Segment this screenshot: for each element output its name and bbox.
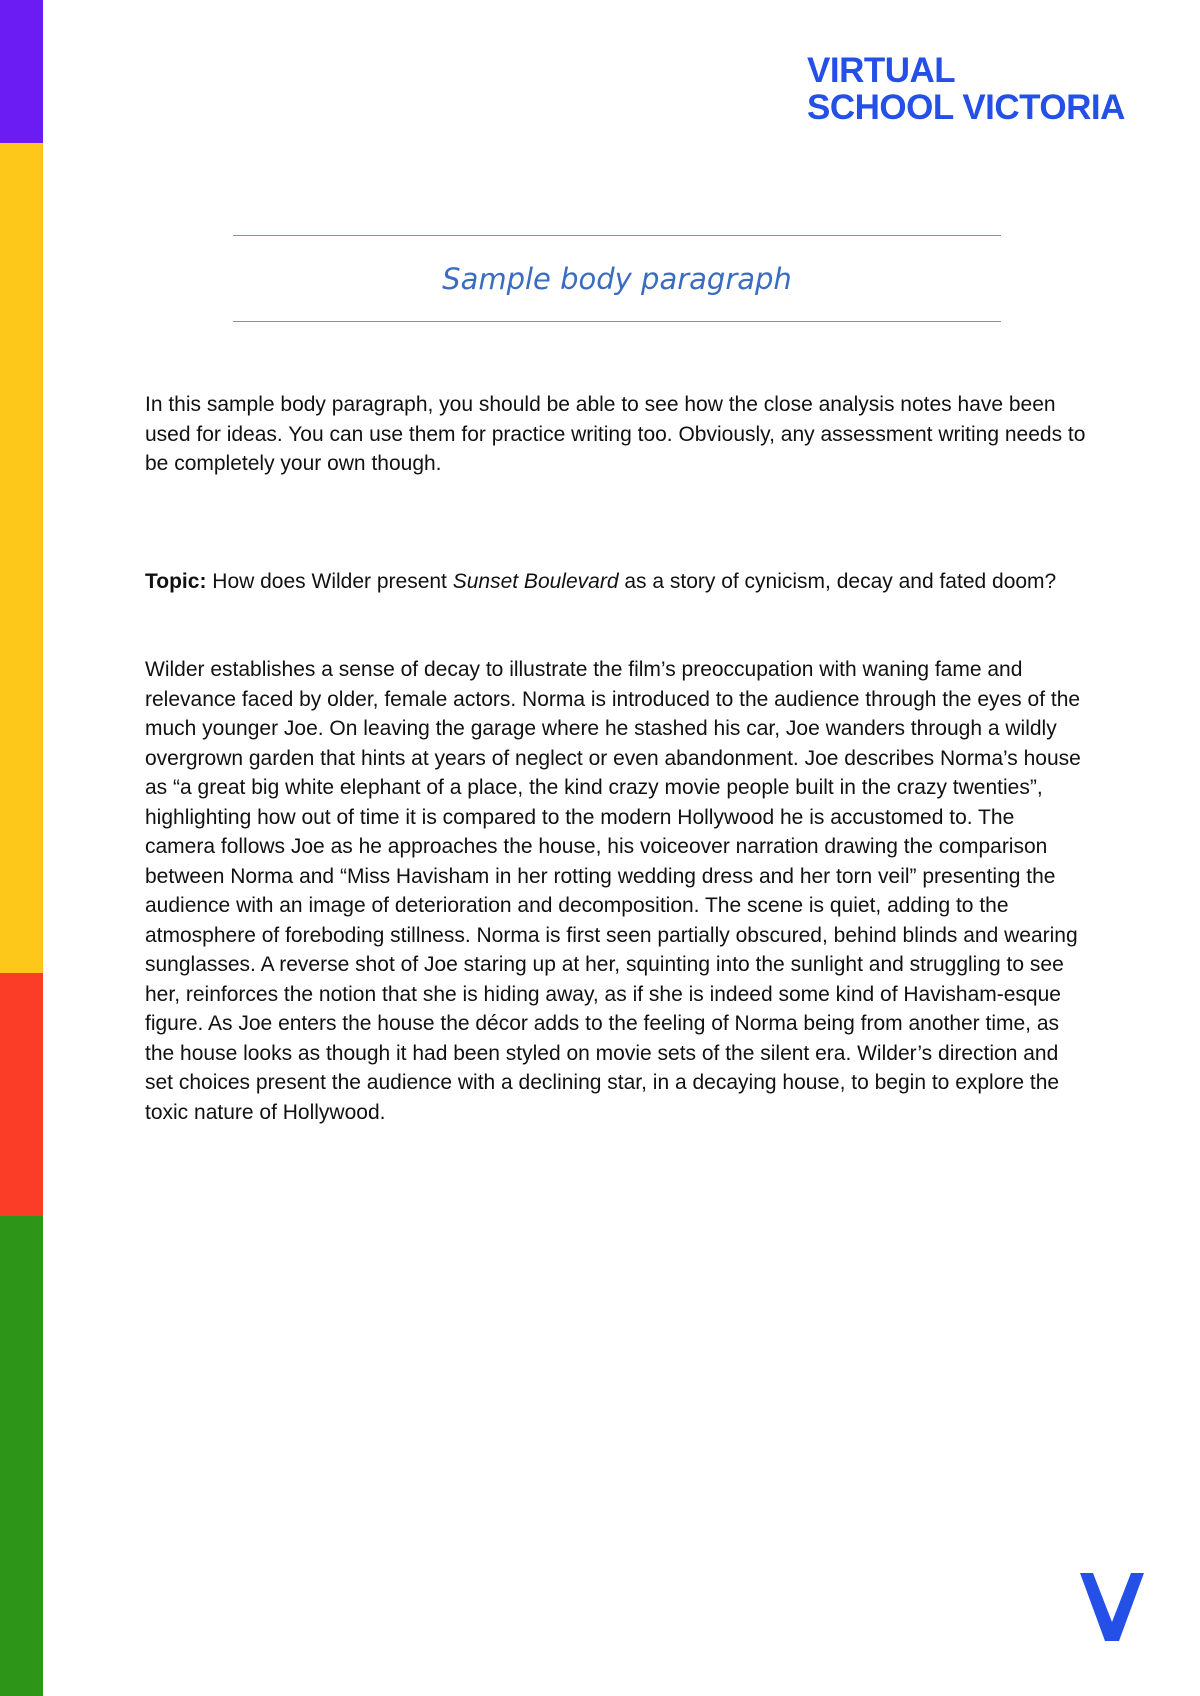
topic-text-before: How does Wilder present — [212, 570, 453, 593]
v-logo-icon — [1080, 1573, 1144, 1641]
body-paragraph: Wilder establishes a sense of decay to illustrate the film’s preoccupation with waning fame and relevance faced by older, female actors. Norma is introduced to the audience through the eyes of the much younger Joe. On leaving the garage where he stashed his car, Joe wanders through a wildly overgrown garden that hints at years of neglect or even abandonment. Joe describes Norma’s house as “a great big white elephant of a place, the kind crazy movie people built in the crazy twenties”, highlighting how out of time it is compared to the modern Hollywood he is accustomed to. The camera follows Joe as he approaches the house, his voiceover narration drawing the comparison between Norma and “Miss Havisham in her rotting wedding dress and her torn veil” presenting the audience with an image of deterioration and decomposition. The scene is quiet, adding to the atmosphere of foreboding stillness. Norma is first seen partially obscured, behind blinds and wearing sunglasses. A reverse shot of Joe staring up at her, squinting into the sunlight and struggling to see her, reinforces the notion that she is hiding away, as if she is indeed some kind of Havisham-esque figure. As Joe enters the house the décor adds to the feeling of Norma being from another time, as the house looks as though it had been styled on movie sets of the silent era. Wilder’s direction and set choices present the audience with a declining star, in a decaying house, to begin to explore the toxic nature of Hollywood. — [145, 658, 1081, 1124]
title-rule-top — [233, 235, 1001, 236]
topic-text-after: as a story of cynicism, decay and fated doom? — [618, 570, 1057, 593]
color-stripe-purple — [0, 0, 43, 143]
topic-line — [145, 567, 1090, 597]
title-rule-bottom — [233, 321, 1001, 322]
topic-film-title: Sunset Boulevard — [452, 570, 619, 593]
color-stripe-yellow — [0, 143, 43, 973]
page-title: Sample body paragraph — [442, 262, 792, 296]
color-stripe-green — [0, 1216, 43, 1696]
logo-line-2: SCHOOL VICTORIA — [807, 88, 1125, 127]
topic-label: Topic: — [145, 570, 207, 593]
school-logo — [807, 52, 1125, 126]
intro-paragraph: In this sample body paragraph, you should be able to see how the close analysis notes have been used for ideas. You can use them for practice writing too. Obviously, any assessment writing needs to be completely your own though. — [145, 393, 1086, 475]
color-stripe-red — [0, 973, 43, 1216]
logo-line-1: VIRTUAL — [807, 51, 956, 90]
